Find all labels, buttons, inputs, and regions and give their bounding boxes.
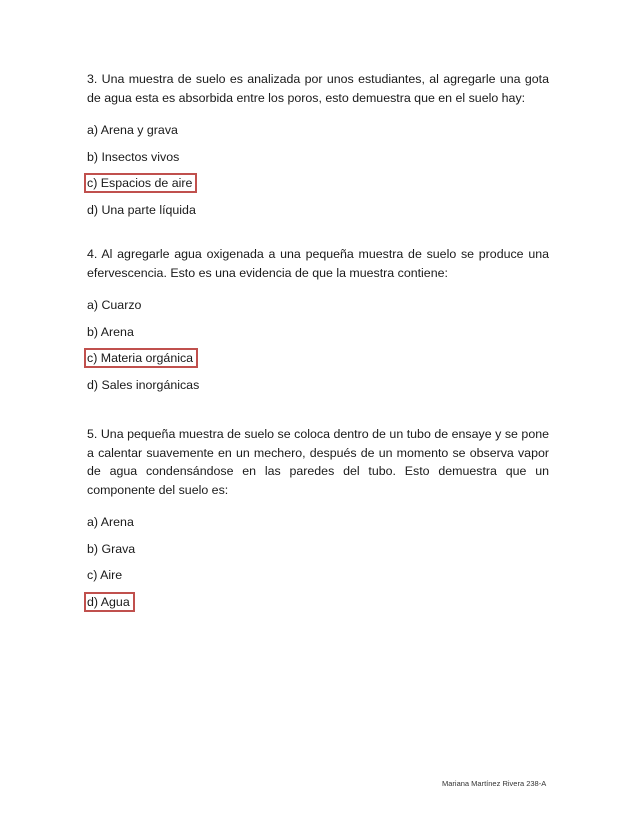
answer-option-label: d) Sales inorgánicas	[87, 377, 200, 392]
answer-option-b[interactable]	[87, 147, 549, 165]
answer-option-a[interactable]	[87, 512, 549, 530]
answer-option-label: b) Insectos vivos	[87, 149, 180, 164]
answer-option-c[interactable]	[87, 173, 549, 191]
answer-option-label: a) Arena	[87, 515, 134, 529]
question-3	[87, 70, 549, 218]
selected-answer-highlight: d) Agua	[84, 592, 135, 612]
answer-option-b[interactable]	[87, 539, 549, 557]
question-4	[87, 245, 549, 393]
answer-option-label: b) Arena	[87, 324, 134, 339]
answer-option-label: a) Cuarzo	[87, 298, 142, 312]
question-text: 5. Una pequeña muestra de suelo se coloca dentro de un tubo de ensaye y se pone a calentar suavemente en un mechero, después de un momento se observa vapor de agua condensándose en las paredes del tubo. Esto demuestra que un componente del suelo es:	[87, 427, 549, 497]
answer-option-d[interactable]	[87, 592, 549, 610]
selected-answer-highlight: c) Materia orgánica	[84, 348, 198, 368]
answer-option-d[interactable]	[87, 375, 549, 393]
answer-option-label: c) Aire	[87, 568, 123, 582]
answer-option-b[interactable]	[87, 322, 549, 340]
answer-option-label: b) Grava	[87, 541, 136, 556]
question-5	[87, 425, 549, 610]
question-text: 3. Una muestra de suelo es analizada por unos estudiantes, al agregarle una gota de agua esta es absorbida entre los poros, esto demuestra que en el suelo hay:	[87, 72, 549, 105]
answer-option-label: d) Una parte líquida	[87, 202, 196, 217]
footer-author: Mariana Martínez Rivera 238-A	[442, 779, 547, 788]
question-text: 4. Al agregarle agua oxigenada a una pequeña muestra de suelo se produce una efervescencia. Esto es una evidencia de que la muestra contiene:	[87, 247, 549, 280]
answer-option-label: a) Arena y grava	[87, 123, 178, 137]
answer-option-c[interactable]	[87, 565, 549, 583]
answer-option-a[interactable]	[87, 120, 549, 138]
selected-answer-highlight: c) Espacios de aire	[84, 173, 197, 193]
answer-option-c[interactable]	[87, 348, 549, 366]
answer-option-d[interactable]	[87, 200, 549, 218]
answer-option-a[interactable]	[87, 295, 549, 313]
